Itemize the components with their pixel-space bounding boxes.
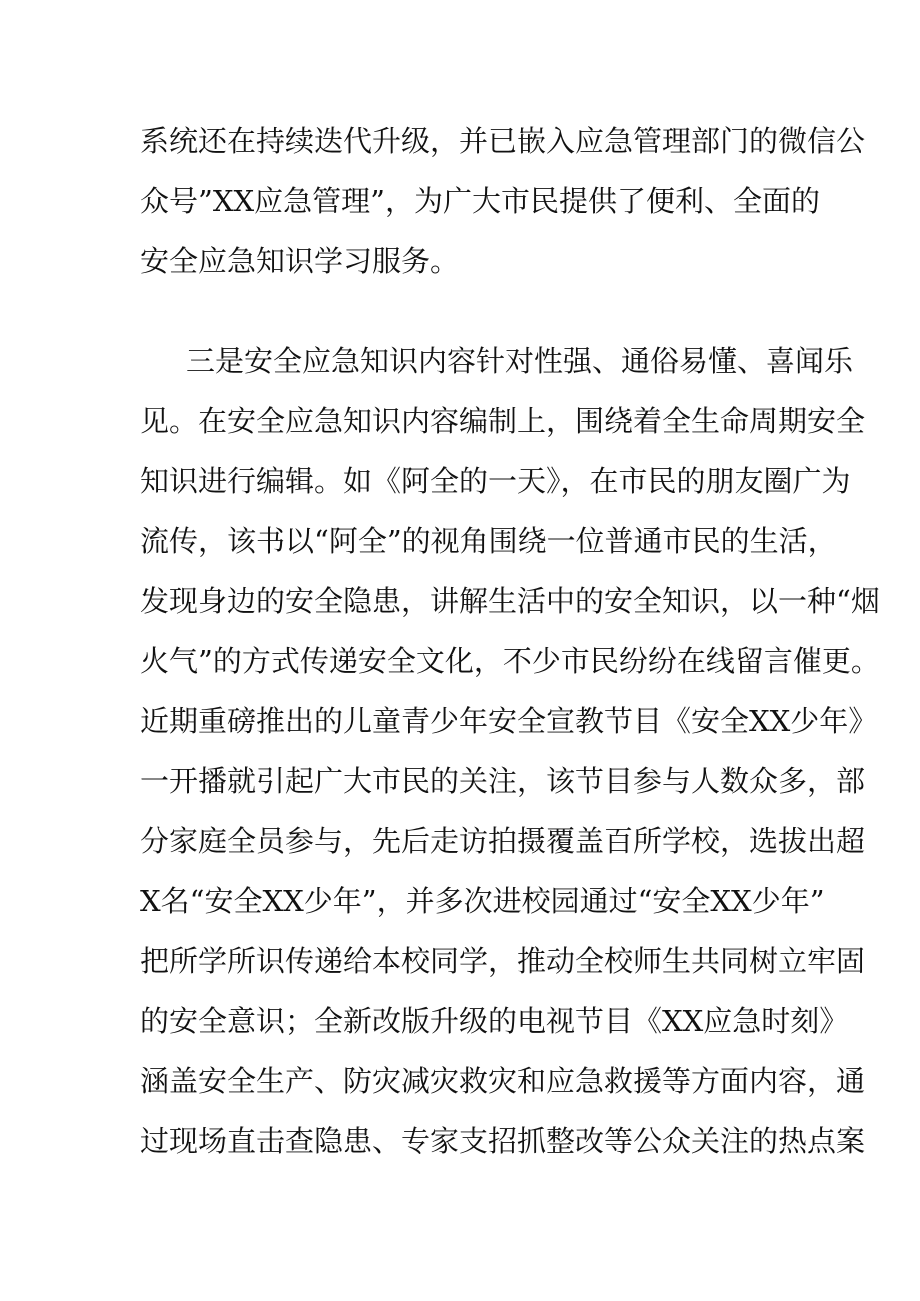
paragraph-1-line-2: 众号”XX应急管理”，为广大市民提供了便利、全面的 — [140, 184, 820, 218]
paragraph-2-line-8: 一开播就引起广大市民的关注，该节目参与人数众多，部 — [140, 764, 866, 798]
paragraph-2-line-13: 涵盖安全生产、防灾减灾救灾和应急救援等方面内容，通 — [140, 1064, 866, 1098]
paragraph-2-line-12: 的安全意识；全新改版升级的电视节目《XX应急时刻》 — [140, 1004, 849, 1038]
paragraph-2-line-4: 流传，该书以“阿全”的视角围绕一位普通市民的生活， — [140, 524, 837, 558]
paragraph-2-line-14: 过现场直击查隐患、专家支招抓整改等公众关注的热点案 — [140, 1124, 866, 1158]
paragraph-1-line-1: 系统还在持续迭代升级，并已嵌入应急管理部门的微信公 — [140, 124, 866, 158]
paragraph-2-line-11: 把所学所识传递给本校同学，推动全校师生共同树立牢固 — [140, 944, 866, 978]
paragraph-2-line-2: 见。在安全应急知识内容编制上，围绕着全生命周期安全 — [140, 404, 866, 438]
paragraph-2-line-6: 火气”的方式传递安全文化，不少市民纷纷在线留言催更。 — [140, 644, 880, 678]
paragraph-2-line-10: X名“安全XX少年”，并多次进校园通过“安全XX少年” — [140, 884, 825, 918]
paragraph-2-line-7: 近期重磅推出的儿童青少年安全宣教节目《安全XX少年》 — [140, 704, 878, 738]
paragraph-2-line-5: 发现身边的安全隐患，讲解生活中的安全知识，以一种“烟 — [140, 584, 880, 618]
paragraph-2-line-9: 分家庭全员参与，先后走访拍摄覆盖百所学校，选拔出超 — [140, 824, 866, 858]
paragraph-1-line-3: 安全应急知识学习服务。 — [140, 244, 460, 278]
paragraph-2-line-1: 三是安全应急知识内容针对性强、通俗易懂、喜闻乐 — [186, 344, 854, 378]
paragraph-2-line-3: 知识进行编辑。如《阿全的一天》，在市民的朋友圈广为 — [140, 464, 851, 498]
